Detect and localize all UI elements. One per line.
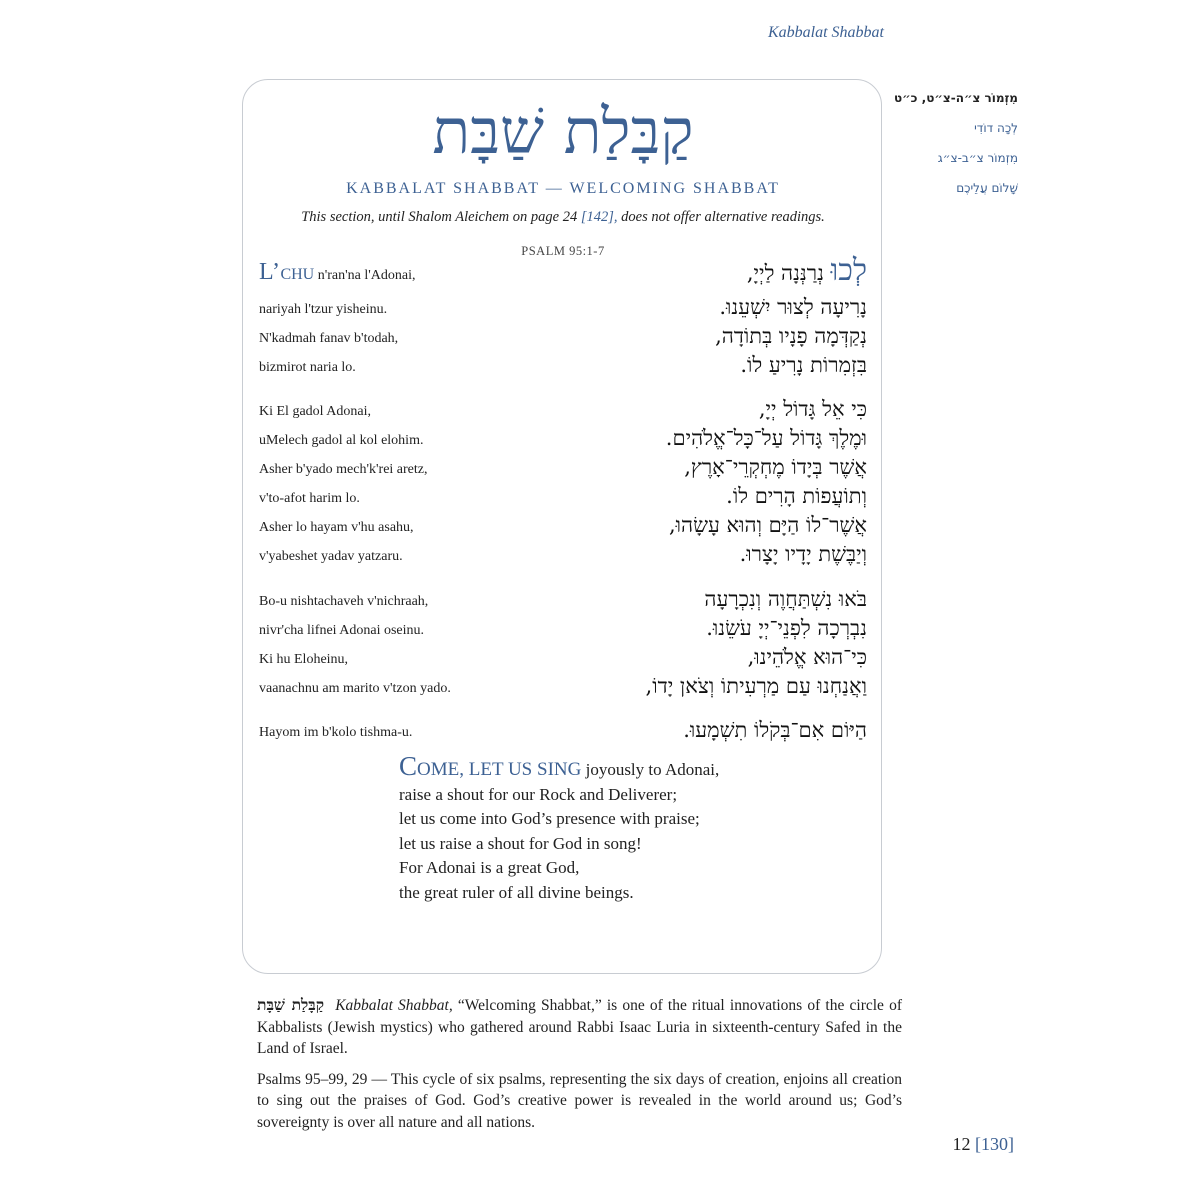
english-lead-initial: C	[399, 751, 418, 781]
transliteration: Ki El gadol Adonai,	[259, 404, 371, 419]
transliteration: bizmirot naria lo.	[259, 360, 356, 375]
hebrew-verse: נִבְרְכָה לִפְנֵי־יְיָ עֹשֵׂנוּ.	[706, 616, 867, 640]
note-page-ref: [142],	[580, 209, 618, 225]
verse-line	[243, 322, 883, 351]
commentary	[257, 994, 902, 1142]
commentary-term: Kabbalat Shabbat,	[335, 997, 453, 1014]
hebrew-verse	[747, 253, 867, 288]
page-number-alt: [130]	[975, 1134, 1014, 1154]
verse-line	[243, 540, 883, 569]
hebrew-verse: וּמֶלֶךְ גָּדוֹל עַל־כָּל־אֱלֹהִים.	[665, 426, 867, 450]
note-tail: does not offer alternative readings.	[621, 209, 825, 225]
verse-line	[243, 351, 883, 380]
english-line: the great ruler of all divine beings.	[399, 882, 634, 902]
transliteration: Ki hu Eloheinu,	[259, 652, 349, 667]
verse-line	[243, 511, 883, 540]
verse-line	[243, 293, 883, 322]
hebrew-verse: נָרִיעָה לְצוּר יִשְׁעֵנוּ.	[719, 295, 867, 319]
english-line	[399, 751, 720, 783]
hebrew-verse: כִּי אֵל גָּדוֹל יְיָ,	[758, 397, 867, 421]
verse-line	[243, 395, 883, 424]
transliteration: Hayom im b'kolo tishma-u.	[259, 725, 413, 740]
page-number-value: 12	[952, 1134, 971, 1154]
english-line: raise a shout for our Rock and Deliverer;	[399, 784, 678, 804]
verse-line	[243, 482, 883, 511]
prayer-panel	[242, 79, 882, 974]
english-line: For Adonai is a great God,	[399, 858, 580, 877]
nav-item-lecha-dodi[interactable]: לְכָה דוֹדִי	[974, 121, 1018, 135]
verse-line	[243, 672, 883, 701]
verse-line	[243, 643, 883, 672]
transliteration: vaanachnu am marito v'tzon yado.	[259, 681, 451, 696]
verse-line	[243, 614, 883, 643]
hebrew-verse: כִּי־הוּא אֱלֹהֵינוּ,	[747, 645, 867, 669]
verse-line	[243, 253, 883, 290]
verse-line	[243, 585, 883, 614]
transliteration: N'kadmah fanav b'todah,	[259, 331, 399, 346]
nav-item-shalom-aleichem[interactable]: שָׁלוֹם עֲלֵיכֶם	[956, 181, 1018, 195]
transliteration: uMelech gadol al kol elohim.	[259, 433, 424, 448]
verse-line	[243, 424, 883, 453]
hebrew-verse: הַיּוֹם אִם־בְּקֹלוֹ תִשְׁמָעוּ.	[683, 718, 867, 742]
section-nav	[894, 90, 1018, 210]
transliteration: Asher b'yado mech'k'rei aretz,	[259, 462, 428, 477]
nav-item-psalms-95-99[interactable]: מִזְמוֹר צ״ה-צ״ט, כ״ט	[894, 91, 1018, 105]
english-translation	[399, 751, 720, 905]
transliteration: nariyah l'tzur yisheinu.	[259, 302, 388, 317]
transliteration: v'yabeshet yadav yatzaru.	[259, 549, 403, 564]
hebrew-title: קַבָּלַת שַׁבָּת	[432, 95, 694, 168]
translit-lead-initial: L’	[259, 259, 281, 285]
nav-item-psalms-92-93[interactable]: מִזְמוֹר צ״ב-צ״ג	[937, 151, 1018, 165]
verse-line	[243, 716, 883, 745]
commentary-paragraph: Psalms 95–99, 29 — This cycle of six psalms, representing the six days of creation, enjoins all creation to sing out the praises of God. God’s creative power is revealed in the world around us; God’s sovereignty is over all nature and all nations.	[257, 1070, 902, 1131]
hebrew-verse: נְקַדְּמָה פָנָיו בְּתוֹדָה,	[715, 324, 867, 348]
hebrew-verse: בֹּאוּ נִשְׁתַּחֲוֶה וְנִכְרָעָה	[704, 587, 867, 611]
note-text: This section, until Shalom Aleichem on page 24	[301, 209, 578, 225]
section-note	[243, 209, 883, 226]
transliteration: Asher lo hayam v'hu asahu,	[259, 520, 414, 535]
hebrew-verse: אֲשֶׁר־לוֹ הַיָּם וְהוּא עָשָׂהוּ,	[668, 513, 867, 537]
transliteration: v'to-afot harim lo.	[259, 491, 360, 506]
verse-line	[243, 453, 883, 482]
translit-rest: n'ran'na l'Adonai,	[314, 268, 416, 283]
hebrew-verse: בִּזְמִרוֹת נָרִיעַ לוֹ.	[740, 353, 867, 377]
hebrew-lead-word: לְכוּ	[830, 253, 867, 288]
hebrew-verse: וַאֲנַחְנוּ עַם מַרְעִיתוֹ וְצֹאן יָדוֹ,	[645, 674, 867, 698]
transliteration: nivr'cha lifnei Adonai oseinu.	[259, 623, 425, 638]
english-first-rest: joyously to Adonai,	[581, 760, 720, 779]
section-subtitle: KABBALAT SHABBAT — WELCOMING SHABBAT	[346, 180, 780, 197]
english-lead-caps: OME, LET US SING	[417, 759, 582, 780]
page-number	[953, 1134, 1015, 1155]
commentary-hebrew-term: קַבָּלַת שַׁבָּת	[257, 995, 325, 1014]
hebrew-rest: נְרַנְּנָה לַיְיָ,	[746, 261, 831, 285]
hebrew-verse: אֲשֶׁר בְּיָדוֹ מֶחְקְרֵי־אָרֶץ,	[684, 455, 867, 479]
english-line: let us raise a shout for God in song!	[399, 833, 642, 853]
commentary-paragraph	[257, 994, 902, 1060]
english-line: let us come into God’s presence with praise;	[399, 809, 700, 828]
hebrew-verse: וְיַבֶּשֶׁת יָדָיו יָצָרוּ.	[739, 542, 867, 566]
running-header: Kabbalat Shabbat	[767, 24, 884, 41]
commentary-text: “Welcoming Shabbat,” is one of the ritual innovations of the circle of Kabbalists (Jewish mystics) who gathered around Rabbi Isaac Luria in sixteenth-century Safed in the Land of Israel.	[257, 997, 903, 1057]
transliteration: Bo-u nishtachaveh v'nichraah,	[259, 594, 429, 609]
hebrew-verse: וְתוֹעֲפוֹת הָרִים לוֹ.	[726, 484, 867, 508]
transliteration	[259, 259, 416, 286]
translit-lead-caps: CHU	[280, 266, 315, 283]
psalm-reference: PSALM 95:1-7	[521, 244, 605, 258]
